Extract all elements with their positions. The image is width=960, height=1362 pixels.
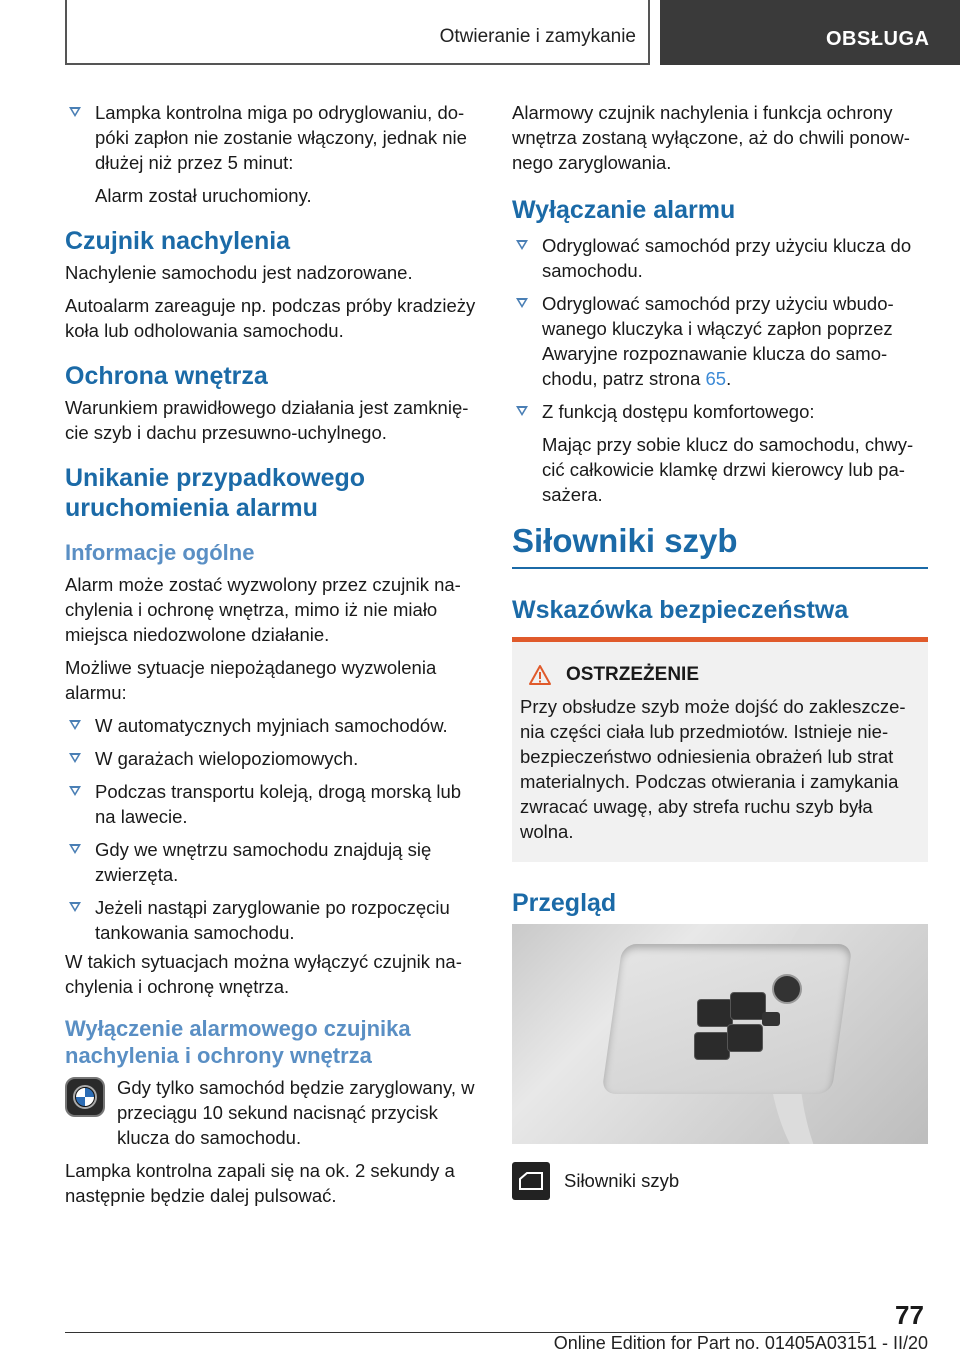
window-actuator-icon (512, 1162, 550, 1200)
page-reference-link[interactable]: 65 (705, 368, 727, 389)
list-item (512, 291, 928, 391)
window-switch-icon (730, 992, 766, 1020)
bullet-triangle-icon (516, 406, 528, 416)
paragraph: Warunkiem prawidłowego działania jest zamknięcie szyb i dachu przesuwno-uchylnego. (65, 397, 469, 443)
list-item (512, 233, 928, 283)
list-item (65, 746, 478, 771)
paragraph-text: Gdy tylko samochód będzie zaryglowany, w przeciągu 10 sekund nacisnąć przycisk klucza do samochodu. (117, 1077, 475, 1148)
paragraph: Alarm może zostać wyzwolony przez czujnik nachylenia i ochronę wnętrza, mimo iż nie miało miejsca niedozwolone działanie. (65, 574, 461, 645)
paragraph: Autoalarm zareaguje np. podczas próby kradzieży koła lub odholowania samochodu. (65, 295, 476, 341)
warning-triangle-icon (528, 664, 552, 686)
header-border-bottom (65, 63, 650, 65)
header-section-title: Otwieranie i zamykanie (439, 26, 636, 47)
window-switch-icon (727, 1024, 763, 1052)
list-item-text: Podczas transportu koleją, drogą morską lub na lawecie. (95, 781, 462, 827)
list-item-text: Odryglować samochód przy użyciu klucza do samochodu. (542, 235, 912, 281)
bullet-triangle-icon (69, 107, 81, 117)
list-item-text-end: . (726, 368, 732, 389)
heading-safety-note: Wskazówka bezpieczeństwa (512, 596, 849, 624)
heading-disable-alarm: Wyłączanie alarmu (512, 196, 736, 224)
bullet-triangle-icon (69, 902, 81, 912)
bullet-triangle-icon (69, 786, 81, 796)
warning-title (528, 664, 920, 686)
warning-box (512, 637, 928, 862)
list-item-text: Lampka kontrolna miga po odryglowaniu, dopóki zapłon nie zostanie włączony, jednak nie dłużej niż przez 5 minut: (95, 102, 467, 173)
caption-text: Siłowniki szyb (564, 1170, 680, 1191)
window-switch-icon (694, 1032, 730, 1060)
heading-window-actuators: Siłowniki szyb (512, 521, 928, 569)
bullet-triangle-icon (516, 240, 528, 250)
indicator-list (65, 100, 478, 208)
left-column (65, 100, 478, 1216)
heading-overview: Przegląd (512, 889, 617, 917)
bullet-triangle-icon (69, 753, 81, 763)
list-item-text: W automatycznych myjniach samochodów. (95, 715, 448, 736)
list-item (65, 713, 478, 738)
paragraph: W takich sytuacjach można wyłączyć czujnik nachylenia i ochronę wnętrza. (65, 951, 462, 997)
paragraph: Alarmowy czujnik nachylenia i funkcja ochrony wnętrza zostaną wyłączone, aż do chwili ponownego zaryglowania. (512, 102, 910, 173)
list-item (65, 895, 478, 945)
list-item-text: Odryglować samochód przy użyciu wbudowanego kluczyka i włączyć zapłon poprzez Awaryjne rozpoznawanie klucza do samochodu, patrz strona (542, 293, 894, 389)
heading-interior-protection: Ochrona wnętrza (65, 362, 268, 390)
header-border-right (648, 0, 650, 65)
list-item-text: Jeżeli nastąpi zaryglowanie po rozpoczęciu tankowania samochodu. (95, 897, 450, 943)
bmw-key-button-icon (65, 1077, 105, 1117)
disable-alarm-list (512, 233, 928, 507)
bullet-triangle-icon (516, 298, 528, 308)
page-number: 77 (895, 1300, 924, 1330)
list-item-text: W garażach wielopoziomowych. (95, 748, 359, 769)
list-item (65, 779, 478, 829)
paragraph: Lampka kontrolna zapali się na ok. 2 sekundy a następnie będzie dalej pulsować. (65, 1160, 455, 1206)
mirror-control-icon (772, 974, 802, 1004)
window-switch-photo (512, 924, 928, 1144)
heading-general-info: Informacje ogólne (65, 540, 255, 565)
list-item (65, 837, 478, 887)
list-item (65, 100, 478, 208)
window-switch-icon (697, 999, 733, 1027)
list-item-subtext: Alarm został uruchomiony. (95, 185, 312, 206)
list-item-text: Gdy we wnętrzu samochodu znajdują się zwierzęta. (95, 839, 432, 885)
caption-row (512, 1162, 928, 1200)
heading-tilt-sensor: Czujnik nachylenia (65, 227, 291, 255)
heading-avoid-false-alarm: Unikanie przypadkowego uruchomienia alarmu (65, 464, 366, 522)
warning-text: Przy obsłudze szyb może dojść do zakleszczenia części ciała lub przedmiotów. Istnieje niebezpieczeństwo odniesienia obrażeń lub strat materialnych. Podczas otwierania i zamykania zwracać uwagę, aby strefa ruchu szyb była wolna. (520, 696, 906, 842)
lock-button-icon (762, 1012, 780, 1026)
paragraph: Nachylenie samochodu jest nadzorowane. (65, 262, 413, 283)
paragraph: Możliwe sytuacje niepożądanego wyzwolenia alarmu: (65, 657, 437, 703)
paragraph-with-key-icon (65, 1075, 478, 1150)
right-column (512, 100, 928, 1200)
bullet-triangle-icon (69, 720, 81, 730)
list-item-subtext: Mając przy sobie klucz do samochodu, chwycić całkowicie klamkę drzwi kierowcy lub pasażera. (542, 434, 914, 505)
false-alarm-list (65, 713, 478, 945)
footer-edition: Online Edition for Part no. 01405A03151 - II/20 (553, 1333, 928, 1353)
heading-disable-sensor: Wyłączenie alarmowego czujnika nachylenia i ochrony wnętrza (65, 1016, 411, 1068)
list-item (512, 399, 928, 507)
warning-title-text: OSTRZEŻENIE (566, 664, 700, 685)
header-chapter-tab: OBSŁUGA (660, 0, 960, 65)
bullet-triangle-icon (69, 844, 81, 854)
list-item-text: Z funkcją dostępu komfortowego: (542, 401, 815, 422)
